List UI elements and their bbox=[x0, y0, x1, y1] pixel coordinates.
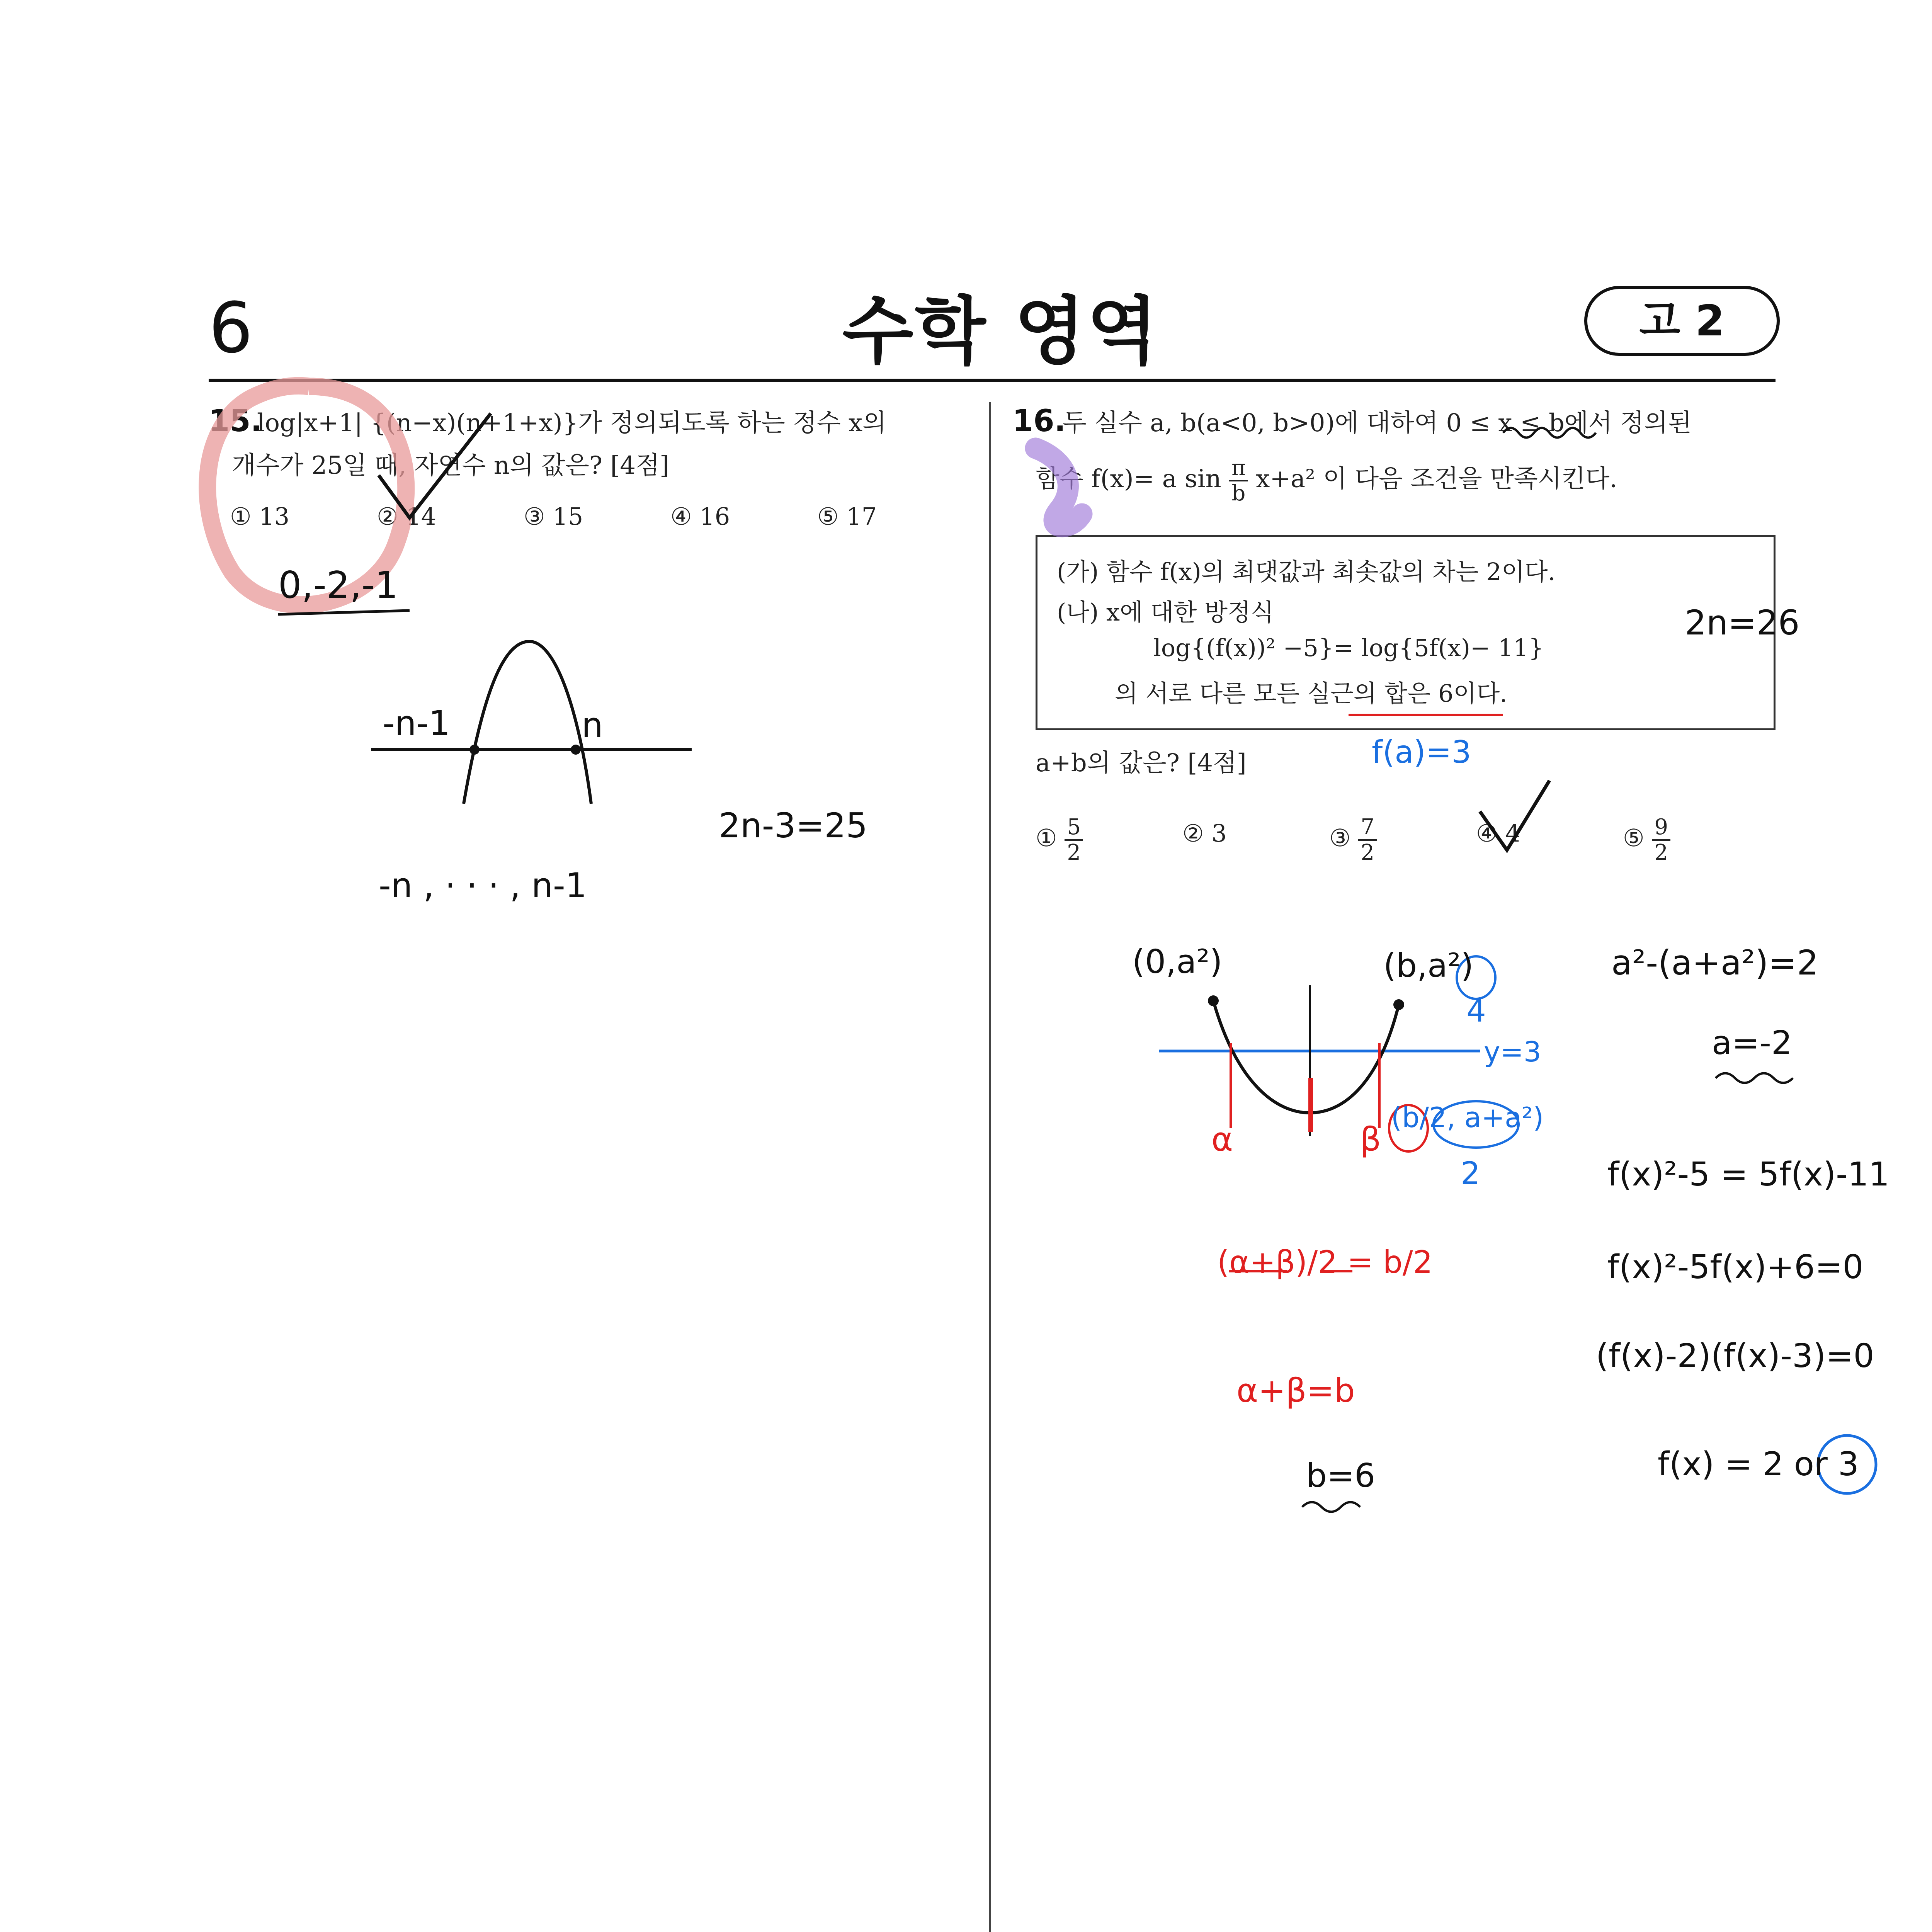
hw-q16-pt-right: (b,a²) bbox=[1383, 947, 1474, 985]
hw-q16-y3: y=3 bbox=[1484, 1036, 1541, 1068]
hw-q15-left-root: -n-1 bbox=[383, 703, 451, 743]
question-16-fraction: $\frac{\pi}{b}$ bbox=[1229, 456, 1248, 505]
condition-c: 의 서로 다른 모든 실근의 합은 6이다. bbox=[1115, 679, 1507, 707]
q16-check bbox=[1480, 781, 1549, 850]
hw-q16-a-eq: a²-(a+a²)=2 bbox=[1611, 943, 1819, 983]
question-16-line2-pre: 함수 f(x)= a sin bbox=[1036, 464, 1221, 493]
choice-4[interactable]: ④ 16 bbox=[670, 502, 730, 531]
choice-3[interactable]: ③ 15 bbox=[524, 502, 583, 531]
condition-b: (나) x에 대한 방정식 bbox=[1057, 598, 1274, 626]
choice-3[interactable]: ③ $\frac{7}{2}$ bbox=[1329, 815, 1377, 865]
hw-q15-note1: 0,-2,-1 bbox=[278, 564, 398, 607]
hw-q16-eq1: f(x)²-5 = 5f(x)-11 bbox=[1607, 1155, 1890, 1194]
choice-4[interactable]: ④ 4 bbox=[1476, 819, 1520, 847]
question-16-line1: 두 실수 a, b(a<0, b>0)에 대하여 0 ≤ x ≤ b에서 정의된 bbox=[1063, 409, 1692, 437]
q15-parabola bbox=[464, 641, 591, 804]
q16-point-left bbox=[1208, 995, 1219, 1006]
hw-q16-a-val: a=-2 bbox=[1712, 1024, 1793, 1062]
condition-equation: log{(f(x))² −5}= log{5f(x)− 11} bbox=[1153, 634, 1544, 662]
hw-q16-eq4: f(x) = 2 or 3 bbox=[1658, 1445, 1859, 1483]
question-16-line2-post: x+a² 이 다음 조건을 만족시킨다. bbox=[1256, 464, 1617, 493]
hw-q16-b: b=6 bbox=[1306, 1457, 1376, 1495]
hw-q15-eq: 2n-3=25 bbox=[719, 806, 868, 845]
question-15-number: 15. bbox=[209, 404, 262, 439]
q16-wavy-underline bbox=[1503, 428, 1596, 438]
choice-2[interactable]: ② 14 bbox=[377, 502, 437, 531]
hw-q16-sum: α+β=b bbox=[1236, 1372, 1355, 1410]
q16-point-right bbox=[1393, 999, 1404, 1010]
q16-curve bbox=[1213, 1001, 1399, 1113]
hw-q16-pt-left: (0,a²) bbox=[1132, 943, 1223, 981]
hw-q15-list: -n , · · · , n-1 bbox=[379, 866, 587, 905]
question-15-line2: 개수가 25일 때, 자연수 n의 값은? [4점] bbox=[232, 451, 669, 480]
hw-q16-alpha: α bbox=[1211, 1121, 1233, 1159]
q16-wavy-b bbox=[1302, 1502, 1360, 1512]
question-15-line1: log|x+1| {(n−x)(n+1+x)}가 정의되도록 하는 정수 x의 bbox=[257, 409, 886, 437]
purple-highlight bbox=[1036, 448, 1082, 527]
choice-5[interactable]: ⑤ $\frac{9}{2}$ bbox=[1623, 815, 1670, 865]
q15-root-left bbox=[469, 745, 480, 755]
hw-q16-two: 2 bbox=[1461, 1155, 1480, 1191]
hw-q16-beta: β bbox=[1360, 1121, 1381, 1159]
page-number: 6 bbox=[209, 288, 253, 369]
hw-q16-four: 4 bbox=[1466, 993, 1486, 1029]
hw-q15-right-root: n bbox=[582, 705, 603, 745]
hw-q16-bhalf: (b/2, a+a²) bbox=[1391, 1101, 1544, 1134]
grade-badge: 고 2 bbox=[1584, 286, 1780, 356]
page-title: 수학 영역 bbox=[842, 289, 1160, 374]
question-16-ask: a+b의 값은? [4점] bbox=[1036, 749, 1247, 777]
hw-q16-eq3: (f(x)-2)(f(x)-3)=0 bbox=[1596, 1337, 1874, 1375]
choice-5[interactable]: ⑤ 17 bbox=[817, 502, 877, 531]
choice-2[interactable]: ② 3 bbox=[1182, 819, 1227, 847]
hw-q16-2n: 2n=26 bbox=[1685, 603, 1800, 643]
condition-a: (가) 함수 f(x)의 최댓값과 최솟값의 차는 2이다. bbox=[1057, 558, 1556, 586]
hw-q16-eq2: f(x)²-5f(x)+6=0 bbox=[1607, 1248, 1864, 1286]
choice-1[interactable]: ① $\frac{5}{2}$ bbox=[1036, 815, 1083, 865]
q15-root-right bbox=[571, 745, 581, 755]
hw-q16-fa: f(a)=3 bbox=[1372, 734, 1471, 770]
hw-q16-avg: (α+β)/2 = b/2 bbox=[1217, 1244, 1433, 1280]
choice-1[interactable]: ① 13 bbox=[230, 502, 290, 531]
q16-wavy-a bbox=[1716, 1073, 1793, 1083]
question-16-number: 16. bbox=[1012, 404, 1066, 439]
